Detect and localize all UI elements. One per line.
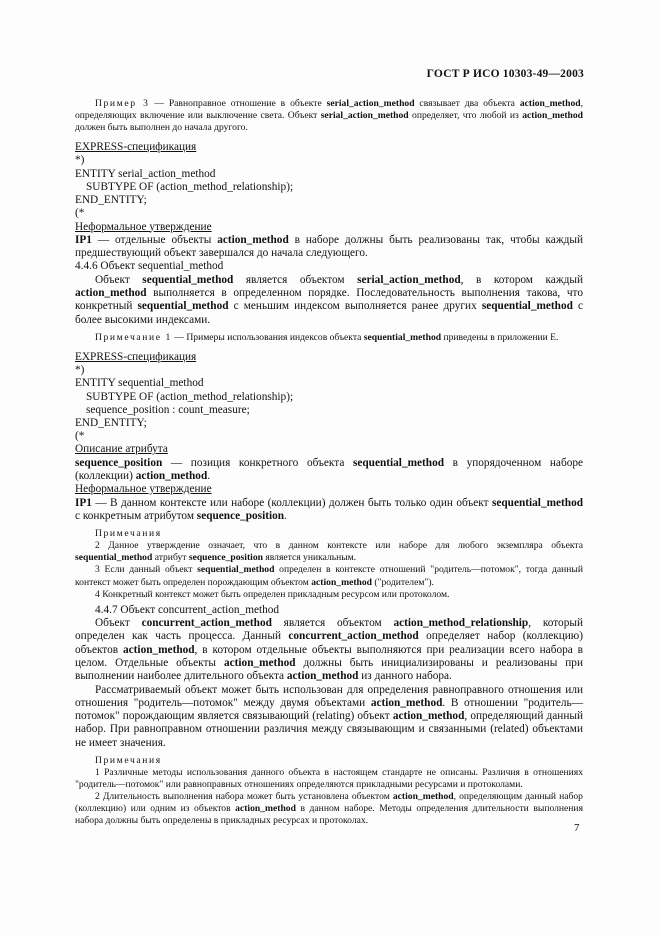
attribute-text: sequence_position — позиция конкретного объекта sequential_method в упорядоченном наборе (коллекции) action_method. bbox=[75, 456, 583, 482]
notes-block-1 bbox=[75, 528, 583, 601]
rule-text: IP1 — отдельные объекты action_method в наборе должны быть реализованы так, чтобы каждый предшествующий объект завершался до начала следующего. bbox=[75, 233, 584, 260]
rule-text: IP1 — В данном контексте или наборе (коллекции) должен быть только один объект sequential_method с конкретным атрибутом sequence_position. bbox=[75, 496, 583, 522]
section-heading: 4.4.7 Объект concurrent_action_method bbox=[95, 603, 280, 616]
document-header: ГОСТ Р ИСО 10303-49—2003 bbox=[426, 68, 584, 80]
note-1: 1 Различные методы использования данного объекта в настоящем стандарте не описаны. Различия в отношениях "родитель—потомок" или равноправных отношениях определяются прикладными ресурсами и протоколами. bbox=[75, 767, 583, 791]
express-spec-1 bbox=[75, 141, 583, 220]
section-4-4-7 bbox=[75, 604, 583, 750]
section-paragraph: Объект sequential_method является объектом serial_action_method, в котором каждый action_method выполняется в определенном порядке. Последовательность выполнения такова, что конкретный sequential_method с меньшим индексом выполняется ранее других sequential_method с более высокими индексами. bbox=[75, 273, 584, 326]
notes-heading: Примечания bbox=[95, 755, 162, 766]
code-line: (* bbox=[75, 207, 85, 220]
notes-heading: Примечания bbox=[95, 528, 162, 540]
informal-rule-heading: Неформальное утверждение bbox=[75, 220, 212, 233]
informal-rule-heading: Неформальное утверждение bbox=[75, 483, 212, 496]
note-4: 4 Конкретный контекст может быть определен прикладным ресурсом или протоколом. bbox=[95, 588, 450, 600]
code-line: *) bbox=[75, 154, 85, 167]
code-line: ENTITY sequential_method bbox=[75, 377, 204, 390]
attribute-description bbox=[75, 443, 583, 483]
code-line: SUBTYPE OF (action_method_relationship); bbox=[86, 180, 294, 193]
informal-rule-1 bbox=[75, 221, 583, 261]
note-2: 2 Длительность выполнения набора может быть установлена объектом action_method, определяющим данный набор (коллекцию) или одним из объектов action_method в данном наборе. Методы определения длительности выполнения набора должны быть определены в прикладных ресурсах и протоколах. bbox=[75, 791, 583, 827]
note-1: Примечание 1 — Примеры использования индексов объекта sequential_method приведены в приложении Е. bbox=[95, 331, 559, 343]
section-4-4-6 bbox=[75, 260, 583, 326]
code-line: ENTITY serial_action_method bbox=[75, 167, 216, 180]
code-line: END_ENTITY; bbox=[75, 194, 147, 207]
code-line: (* bbox=[75, 430, 85, 443]
section-paragraph: Объект concurrent_action_method является объектом action_method_relationship, который определен как часть процесса. Данный concurrent_action_method определяет набор (коллекцию) объектов action_method, в котором отдельные объекты выполняются при реализации всего набора в целом. Отдельные объекты action_method должны быть инициализированы и реализованы при выполнении наиболее длительного объекта action_method из данного набора. bbox=[75, 617, 584, 683]
code-line: END_ENTITY; bbox=[75, 416, 147, 429]
express-spec-2 bbox=[75, 351, 583, 443]
express-spec-heading: EXPRESS-спецификация bbox=[75, 350, 197, 363]
page-content bbox=[75, 98, 583, 828]
page-number: 7 bbox=[574, 822, 580, 834]
note-2: 2 Данное утверждение означает, что в данном контексте или наборе для любого экземпляра объекта sequential_method атрибут sequence_position является уникальным. bbox=[75, 540, 583, 564]
section-heading: 4.4.6 Объект sequential_method bbox=[75, 260, 224, 273]
example-3: Пример 3 — Равноправное отношение в объекте serial_action_method связывает два объекта action_method, определяющих включение или выключение света. Объект serial_action_method определяет, что любой из action_method должен быть выполнен до начала другого. bbox=[75, 98, 583, 134]
attribute-heading: Описание атрибута bbox=[75, 443, 168, 456]
code-line: *) bbox=[75, 364, 85, 377]
informal-rule-2 bbox=[75, 483, 583, 523]
note-3: 3 Если данный объект sequential_method определен в контексте отношений "родитель—потомок", тогда данный контекст может быть определен порождающим объектом action_method ("родителем"). bbox=[75, 564, 583, 588]
notes-block-2 bbox=[75, 755, 583, 828]
express-spec-heading: EXPRESS-спецификация bbox=[75, 141, 197, 154]
code-line: sequence_position : count_measure; bbox=[86, 403, 250, 416]
section-paragraph: Рассматриваемый объект может быть использован для определения равноправного отношения или отношения "родитель—потомок" между двумя объектами action_method. В отношении "родитель—потомок" порождающим является связывающий (relating) объект action_method, определяющий данный набор. При равноправном отношении различия между связывающим и связанными (related) объектами не имеет значения. bbox=[75, 683, 583, 749]
code-line: SUBTYPE OF (action_method_relationship); bbox=[86, 390, 294, 403]
